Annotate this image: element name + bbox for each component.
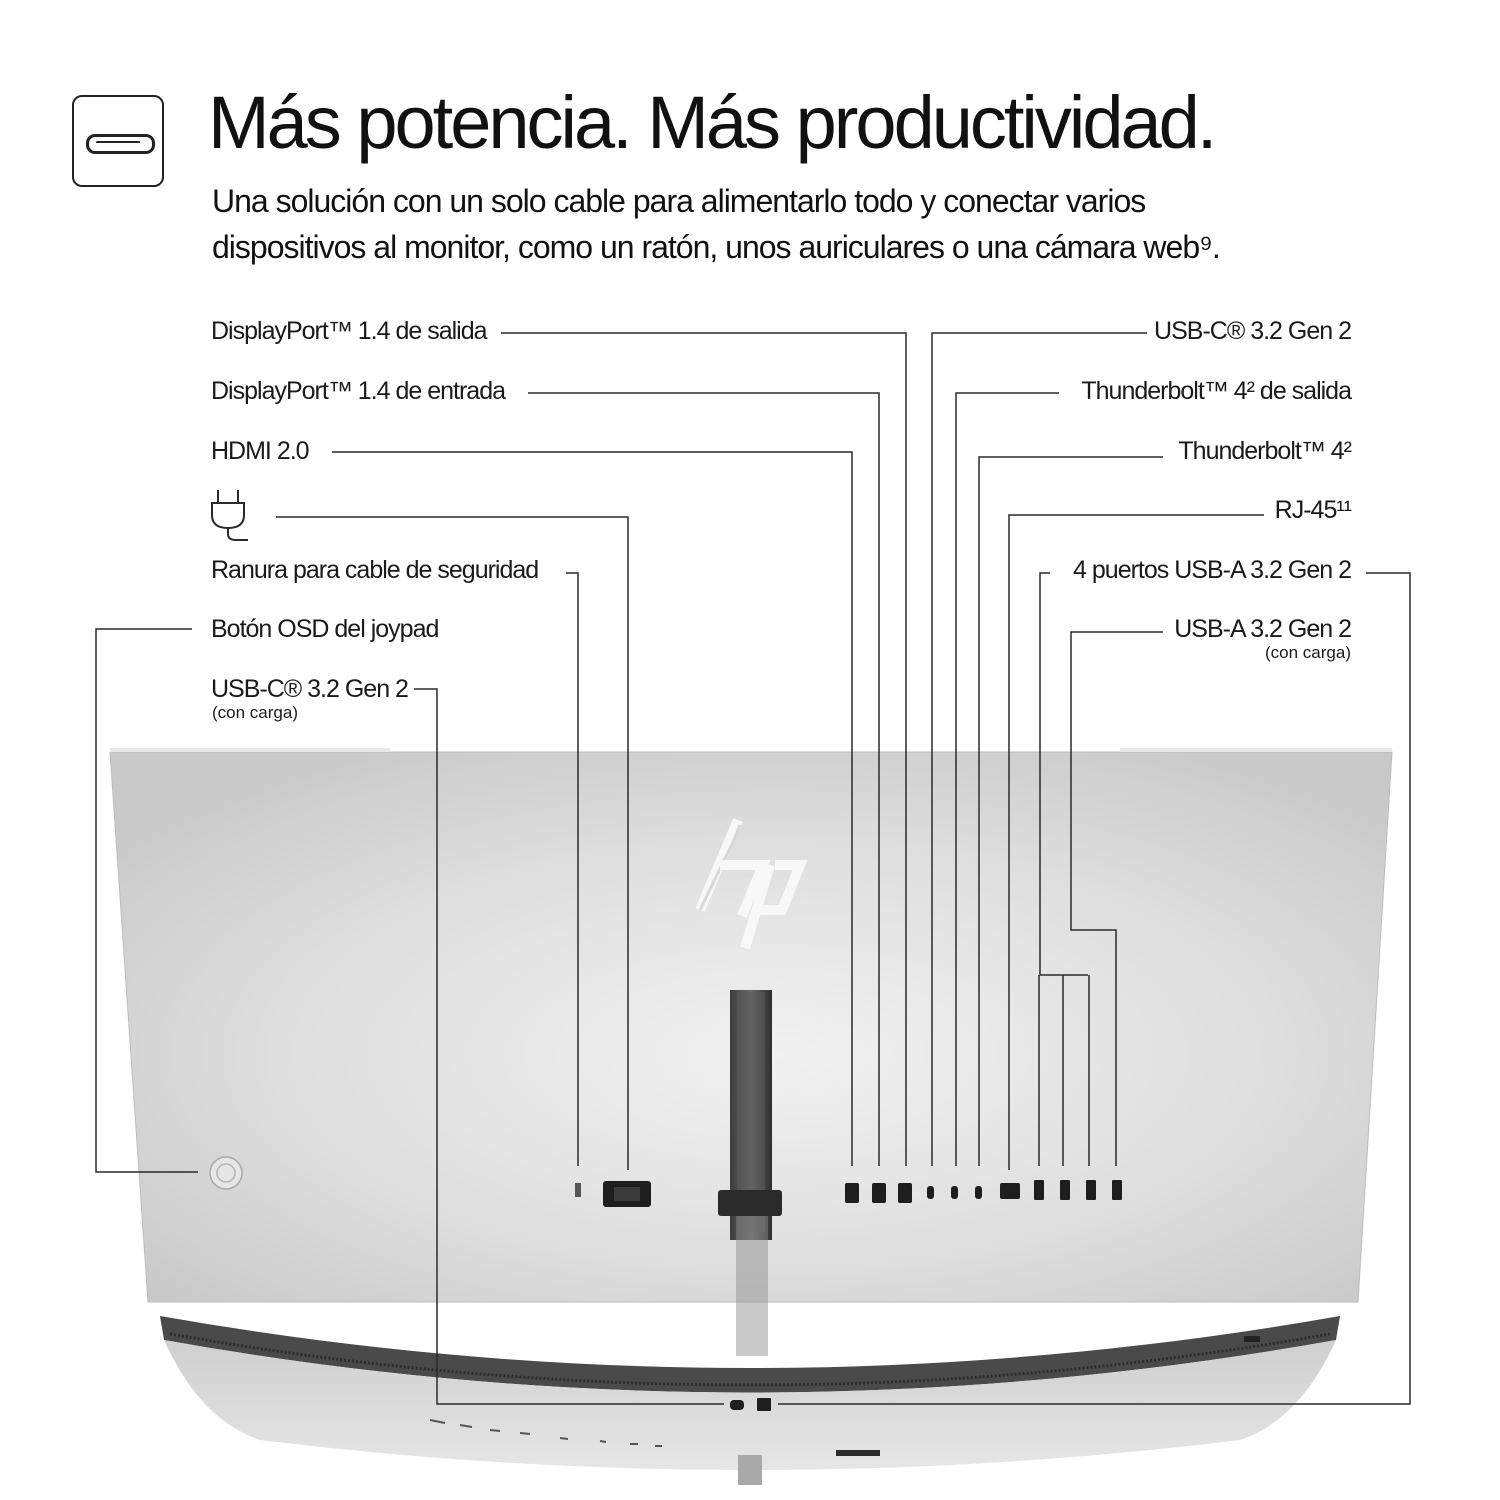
power-port [603,1181,651,1207]
label-usba-charging: USB-A 3.2 Gen 2 [1174,615,1351,643]
security-slot [575,1183,581,1197]
label-usba-charging-sub: (con carga) [1265,643,1351,662]
label-thunderbolt-out: Thunderbolt™ 4² de salida [1081,377,1351,405]
label-security-slot: Ranura para cable de seguridad [211,556,539,584]
label-displayport-out: DisplayPort™ 1.4 de salida [211,317,487,345]
label-thunderbolt: Thunderbolt™ 4² [1178,437,1351,465]
subtitle-line-1: Una solución con un solo cable para alimentarlo todo y conectar varios [212,183,1146,219]
label-usba-4-ports: 4 puertos USB-A 3.2 Gen 2 [1073,556,1351,584]
power-plug-icon [212,490,248,540]
label-rj45: RJ-45¹¹ [1274,496,1351,524]
osd-joypad-button [210,1157,242,1189]
label-usbc-charging-left-sub: (con carga) [212,703,298,722]
label-displayport-in: DisplayPort™ 1.4 de entrada [211,377,506,405]
label-hdmi: HDMI 2.0 [211,437,309,465]
page-title: Más potencia. Más productividad. [208,81,1215,164]
subtitle-line-2: dispositivos al monitor, como un ratón, unos auriculares o una cámara web⁹. [212,229,1220,265]
label-osd-joypad: Botón OSD del joypad [211,615,439,643]
label-usbc-right: USB-C® 3.2 Gen 2 [1154,317,1351,345]
label-usbc-charging-left: USB-C® 3.2 Gen 2 [211,675,408,703]
